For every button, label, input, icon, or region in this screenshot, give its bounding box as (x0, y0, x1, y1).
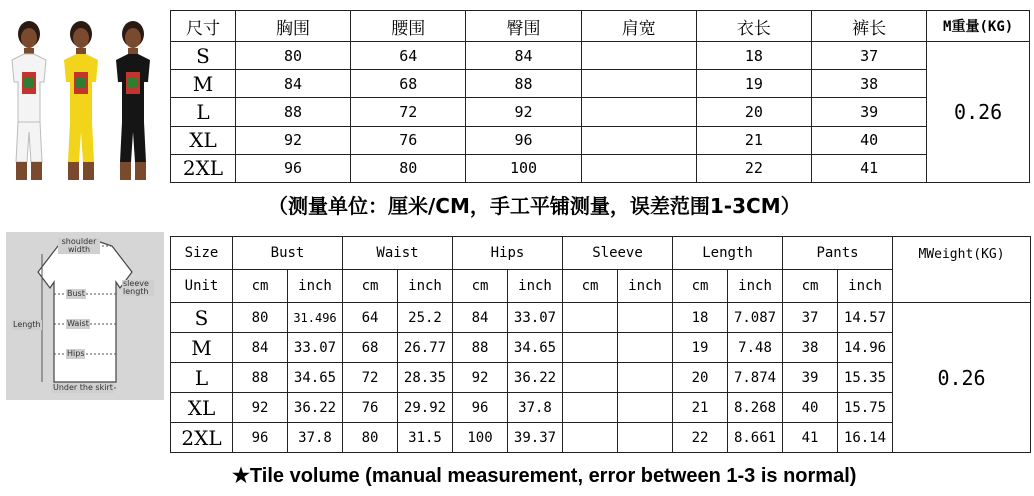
size-table-cn (170, 10, 1030, 183)
value-cell (618, 303, 673, 333)
value-cell: 7.48 (728, 333, 783, 363)
value-cell (563, 393, 618, 423)
value-cell: 37 (783, 303, 838, 333)
value-cell: 20 (673, 363, 728, 393)
value-cell (618, 393, 673, 423)
value-cell (563, 333, 618, 363)
value-cell: 72 (343, 363, 398, 393)
size-cell: M (171, 333, 233, 363)
unit-cell: cm (673, 270, 728, 303)
table-row (171, 98, 1030, 126)
value-cell: 16.14 (838, 423, 893, 453)
value-cell (563, 303, 618, 333)
label-sleeve: sleeve length (122, 280, 154, 296)
size-table-en (170, 236, 1031, 453)
size-cell: 2XL (171, 154, 236, 182)
label-length: Length (13, 320, 41, 329)
table-row (171, 42, 1030, 70)
waist-cell: 80 (351, 154, 466, 182)
unit-cell: inch (288, 270, 343, 303)
size-cell: XL (171, 126, 236, 154)
unit-cell: inch (618, 270, 673, 303)
waist-cell: 72 (351, 98, 466, 126)
length-cell: 20 (696, 98, 811, 126)
value-cell: 26.77 (398, 333, 453, 363)
value-cell: 36.22 (288, 393, 343, 423)
unit-cell: inch (838, 270, 893, 303)
value-cell: 7.087 (728, 303, 783, 333)
value-cell: 84 (233, 333, 288, 363)
header-bust: 胸围 (235, 11, 350, 42)
bust-cell: 84 (235, 70, 350, 98)
value-cell: 34.65 (508, 333, 563, 363)
label-hips: Hips (67, 349, 85, 358)
value-cell: 22 (673, 423, 728, 453)
label-shoulder: shoulder width (58, 238, 100, 254)
header-hips: Hips (453, 237, 563, 270)
value-cell (618, 333, 673, 363)
value-cell: 68 (343, 333, 398, 363)
hips-cell: 96 (466, 126, 581, 154)
size-cell: 2XL (171, 423, 233, 453)
value-cell (563, 363, 618, 393)
unit-cell: cm (783, 270, 838, 303)
unit-cell: cm (233, 270, 288, 303)
value-cell: 19 (673, 333, 728, 363)
waist-cell: 68 (351, 70, 466, 98)
model-photo-yellow (56, 12, 106, 182)
table-row (171, 154, 1030, 182)
value-cell: 8.268 (728, 393, 783, 423)
weight-cell: 0.26 (893, 303, 1031, 453)
length-cell: 19 (696, 70, 811, 98)
value-cell: 38 (783, 333, 838, 363)
bust-cell: 96 (235, 154, 350, 182)
header-size: 尺寸 (171, 11, 236, 42)
value-cell: 92 (233, 393, 288, 423)
value-cell: 29.92 (398, 393, 453, 423)
unit-cell: inch (508, 270, 563, 303)
value-cell (563, 423, 618, 453)
label-bust: Bust (67, 289, 85, 298)
garment-outline-icon (6, 232, 164, 400)
value-cell: 88 (233, 363, 288, 393)
header-hips: 臀围 (466, 11, 581, 42)
value-cell: 33.07 (288, 333, 343, 363)
size-cell: L (171, 363, 233, 393)
value-cell: 34.65 (288, 363, 343, 393)
value-cell: 64 (343, 303, 398, 333)
hips-cell: 88 (466, 70, 581, 98)
value-cell: 96 (453, 393, 508, 423)
header-pants: Pants (783, 237, 893, 270)
bust-cell: 88 (235, 98, 350, 126)
hips-cell: 92 (466, 98, 581, 126)
waist-cell: 76 (351, 126, 466, 154)
size-cell: S (171, 42, 236, 70)
header-waist: Waist (343, 237, 453, 270)
value-cell: 15.35 (838, 363, 893, 393)
table-header-row (171, 237, 1031, 270)
header-waist: 腰围 (351, 11, 466, 42)
length-cell: 22 (696, 154, 811, 182)
table-row (171, 126, 1030, 154)
table-header-row (171, 11, 1030, 42)
pants-cell: 41 (812, 154, 927, 182)
value-cell: 28.35 (398, 363, 453, 393)
value-cell: 88 (453, 333, 508, 363)
value-cell: 33.07 (508, 303, 563, 333)
value-cell: 31.5 (398, 423, 453, 453)
label-waist: Waist (67, 319, 89, 328)
header-shoulder: 肩宽 (581, 11, 696, 42)
value-cell: 8.661 (728, 423, 783, 453)
unit-cell: cm (563, 270, 618, 303)
unit-cell: cm (453, 270, 508, 303)
value-cell: 14.96 (838, 333, 893, 363)
size-cell: XL (171, 393, 233, 423)
value-cell: 96 (233, 423, 288, 453)
measurement-diagram (6, 232, 164, 400)
pants-cell: 37 (812, 42, 927, 70)
value-cell: 18 (673, 303, 728, 333)
unit-cell: cm (343, 270, 398, 303)
pants-cell: 38 (812, 70, 927, 98)
value-cell: 92 (453, 363, 508, 393)
hips-cell: 84 (466, 42, 581, 70)
value-cell: 40 (783, 393, 838, 423)
header-sleeve: Sleeve (563, 237, 673, 270)
pants-cell: 39 (812, 98, 927, 126)
shoulder-cell (581, 98, 696, 126)
value-cell: 14.57 (838, 303, 893, 333)
unit-cell: inch (728, 270, 783, 303)
value-cell: 37.8 (288, 423, 343, 453)
label-skirt: Under the skirt (53, 383, 113, 392)
hips-cell: 100 (466, 154, 581, 182)
value-cell: 39 (783, 363, 838, 393)
header-size: Size (171, 237, 233, 270)
shoulder-cell (581, 154, 696, 182)
header-length: Length (673, 237, 783, 270)
value-cell: 31.496 (288, 303, 343, 333)
waist-cell: 64 (351, 42, 466, 70)
unit-cell: inch (398, 270, 453, 303)
value-cell: 80 (343, 423, 398, 453)
measurement-note-en: ★Tile volume (manual measurement, error between 1-3 is normal) (232, 465, 857, 487)
unit-label: Unit (171, 270, 233, 303)
shoulder-cell (581, 70, 696, 98)
length-cell: 21 (696, 126, 811, 154)
value-cell: 25.2 (398, 303, 453, 333)
table-row (171, 70, 1030, 98)
size-cell: L (171, 98, 236, 126)
pants-cell: 40 (812, 126, 927, 154)
size-cell: S (171, 303, 233, 333)
length-cell: 18 (696, 42, 811, 70)
value-cell: 76 (343, 393, 398, 423)
size-cell: M (171, 70, 236, 98)
value-cell: 84 (453, 303, 508, 333)
header-pants: 裤长 (812, 11, 927, 42)
value-cell: 37.8 (508, 393, 563, 423)
value-cell: 7.874 (728, 363, 783, 393)
table-row (171, 303, 1031, 333)
value-cell (618, 363, 673, 393)
value-cell: 36.22 (508, 363, 563, 393)
value-cell: 39.37 (508, 423, 563, 453)
weight-cell: 0.26 (927, 42, 1030, 183)
value-cell: 21 (673, 393, 728, 423)
shoulder-cell (581, 126, 696, 154)
measurement-note-cn: （测量单位：厘米/CM，手工平铺测量，误差范围1-3CM） (268, 194, 801, 218)
shoulder-cell (581, 42, 696, 70)
value-cell: 41 (783, 423, 838, 453)
header-bust: Bust (233, 237, 343, 270)
header-weight: M重量(KG) (927, 11, 1030, 42)
value-cell: 15.75 (838, 393, 893, 423)
model-photo-white (4, 12, 54, 182)
bust-cell: 80 (235, 42, 350, 70)
value-cell: 100 (453, 423, 508, 453)
model-photo-black (108, 12, 158, 182)
header-length: 衣长 (696, 11, 811, 42)
value-cell: 80 (233, 303, 288, 333)
bust-cell: 92 (235, 126, 350, 154)
header-weight: MWeight(KG) (893, 237, 1031, 303)
value-cell (618, 423, 673, 453)
